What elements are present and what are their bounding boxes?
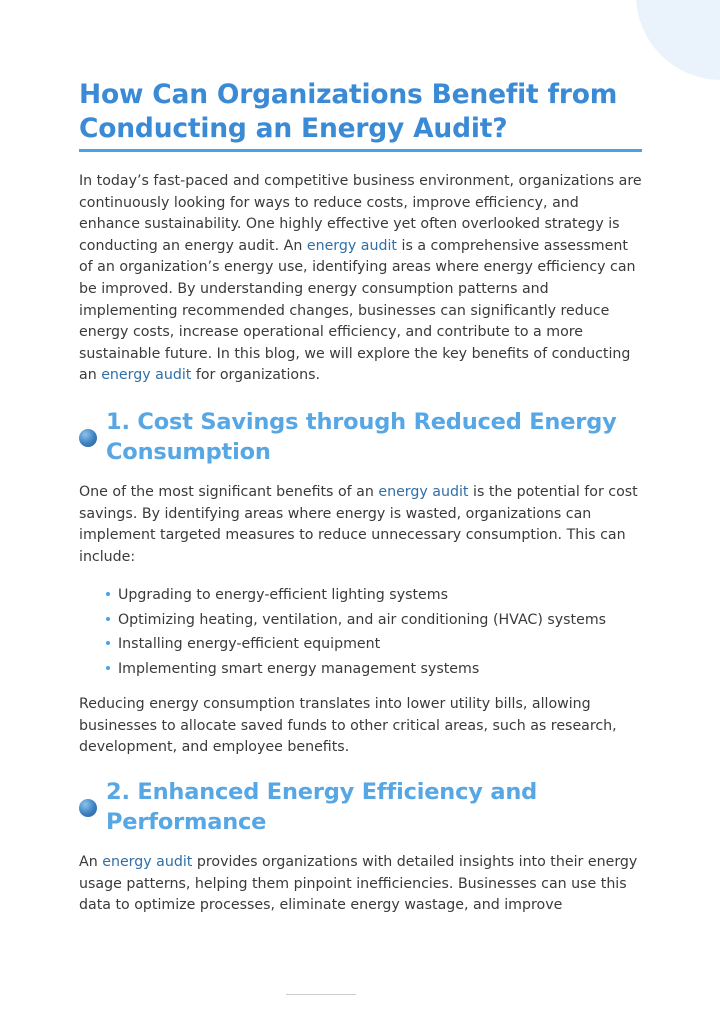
- footer-divider: [286, 994, 356, 995]
- section-bullet-icon: [79, 429, 97, 447]
- energy-audit-link[interactable]: energy audit: [378, 484, 469, 500]
- list-item: [106, 632, 636, 657]
- list-item: [106, 657, 636, 682]
- list-bullet-icon: [106, 617, 110, 621]
- section-2-heading: 2. Enhanced Energy Efficiency and Performance: [106, 779, 538, 835]
- section-2-paragraph-1: [79, 852, 644, 917]
- list-item: [106, 608, 636, 633]
- list-item-text: Optimizing heating, ventilation, and air conditioning (HVAC) systems: [118, 611, 607, 628]
- section-1-paragraph-2: Reducing energy consumption translates into lower utility bills, allowing businesses to allocate saved funds to other critical areas, such as research, development, and employee benefits.: [79, 696, 617, 756]
- intro-text-3: for organizations.: [191, 367, 320, 384]
- energy-audit-link[interactable]: energy audit: [306, 237, 397, 254]
- corner-decoration: [636, 0, 720, 80]
- energy-audit-link[interactable]: energy audit: [101, 367, 192, 384]
- list-item-text: Implementing smart energy management systems: [118, 660, 480, 677]
- section-1-paragraph-1: [79, 482, 644, 568]
- intro-text-1: In today’s fast-paced and competitive business environment, organizations are continuously looking for ways to reduce costs, improve efficiency, and enhance sustainability. One highly effective yet often overlooked strategy is conducting an energy audit. An: [79, 173, 642, 254]
- list-bullet-icon: [106, 666, 110, 670]
- title-underline: [79, 149, 642, 152]
- section-bullet-icon: [79, 799, 97, 817]
- section-1-text-a: One of the most significant benefits of an: [79, 484, 379, 500]
- section-1-heading: 1. Cost Savings through Reduced Energy Consumption: [106, 409, 617, 465]
- section-2-text-b: provides organizations with detailed insights into their energy usage patterns, helping them pinpoint inefficiencies. Businesses can use this data to optimize processes, eliminate energy wastage, and improve: [79, 854, 638, 914]
- section-1-list: [106, 583, 636, 681]
- page-title: How Can Organizations Benefit from Conducting an Energy Audit?: [79, 79, 618, 144]
- list-item-text: Upgrading to energy-efficient lighting systems: [118, 587, 448, 603]
- intro-paragraph: [79, 171, 644, 387]
- intro-text-2: is a comprehensive assessment of an organization’s energy use, identifying areas where energy efficiency can be improved. By understanding energy consumption patterns and implementing recommended changes, businesses can significantly reduce energy costs, increase operational efficiency, and contribute to a more sustainable future. In this blog, we will explore the key benefits of conducting an: [79, 237, 636, 384]
- list-bullet-icon: [106, 592, 110, 596]
- list-bullet-icon: [106, 641, 110, 645]
- energy-audit-link[interactable]: energy audit: [102, 854, 193, 870]
- list-item-text: Installing energy-efficient equipment: [118, 636, 381, 652]
- list-item: [106, 583, 636, 608]
- section-2-text-a: An: [79, 854, 103, 870]
- section-1-text-b: is the potential for cost savings. By identifying areas where energy is wasted, organizations can implement targeted measures to reduce unnecessary consumption. This can include:: [79, 484, 638, 565]
